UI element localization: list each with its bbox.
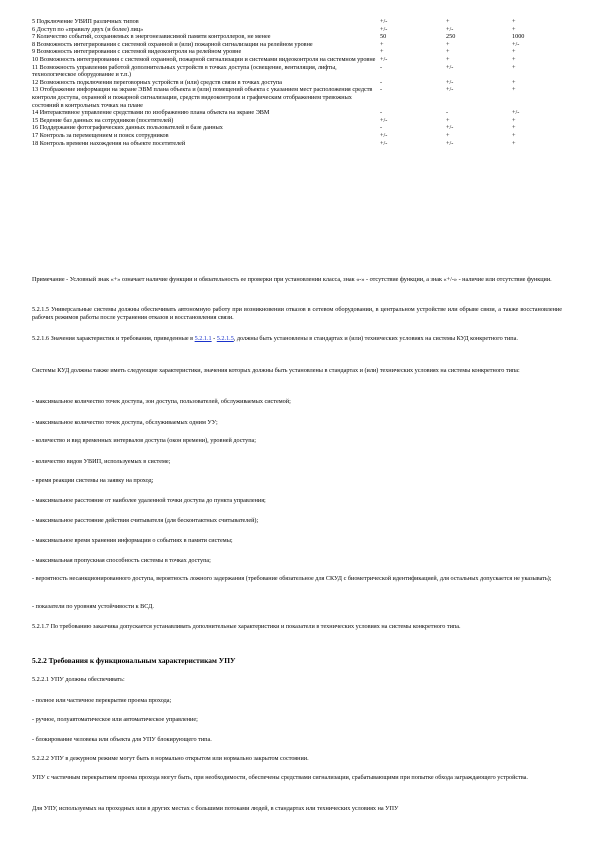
table-row — [32, 117, 572, 125]
class-3-cell: + — [512, 86, 516, 94]
class-1-cell: +/- — [380, 25, 388, 33]
class-1-cell: +/- — [380, 139, 388, 147]
class-1-cell: - — [380, 63, 383, 71]
table-row — [32, 41, 572, 49]
paragraph-partial-overlap: УПУ с частичным перекрытием проема прохода могут быть, при необходимости, обеспечены средствами сигнализации, срабатывающими при попытке обхода заграждающего устройства. — [32, 774, 528, 781]
bullet-item: - максимальное количество точек доступа, обслуживаемых одним УУ; — [32, 419, 218, 426]
section-heading: 5.2.2 Требования к функциональным характеристикам УПУ — [32, 656, 236, 665]
function-name-cell: 5 Подключение УВИП различных типов — [32, 18, 139, 25]
class-2-cell: +/- — [446, 139, 454, 147]
class-3-cell: + — [512, 63, 516, 71]
paragraph-5-2-2-2: 5.2.2.2 УПУ в дежурном режиме могут быть в нормально открытом или нормально закрытом состоянии. — [32, 755, 309, 762]
function-name-cell: 18 Контроль времени нахождения на объекте посетителей — [32, 139, 186, 147]
link-5-2-1-5[interactable]: 5.2.1.5 — [216, 335, 234, 342]
function-name-cell: 14 Интерактивное управление средствами по изображению плана объекта на экране ЭВМ — [32, 109, 270, 117]
paragraph-5-2-1-6 — [32, 335, 562, 343]
function-name-cell: 7 Количество событий, сохраняемых в энергонезависимой памяти контроллеров, не менее — [32, 33, 271, 41]
class-1-cell: +/- — [380, 55, 388, 63]
paragraph-text: 5.2.1.6 Значения характеристик и требования, приведенные в — [32, 335, 195, 342]
class-3-cell: + — [512, 25, 516, 33]
class-2-cell: +/- — [446, 63, 454, 71]
paragraph-characteristics-intro: Системы КУД должны также иметь следующие характеристики, значения которых должны быть установлены в стандартах и (или) технических условиях на системы конкретного типа: — [32, 367, 520, 374]
class-3-cell: + — [512, 124, 516, 132]
class-1-cell: + — [380, 48, 384, 56]
link-5-2-1-1[interactable]: 5.2.1.1 — [194, 335, 212, 342]
class-3-cell: + — [512, 55, 516, 63]
paragraph-checkpoints: Для УПУ, используемых на проходных или в других местах с большими потоками людей, в стандартах или технических условиях на УПУ — [32, 805, 399, 812]
table-row — [32, 132, 572, 140]
bullet-item: - максимальное количество точек доступа, зон доступа, пользователей, обслуживаемых системой; — [32, 398, 291, 405]
paragraph-text: , должны быть установлены в стандартах и (или) технических условиях на системы КУД конкретного типа. — [233, 335, 518, 342]
function-name-cell: 11 Возможность управления работой дополнительных устройств в точках доступа (освещение, вентиляция, лифты, технологическое оборудование и т.п.) — [32, 63, 337, 79]
bullet-item: - максимальная пропускная способность системы в точках доступа; — [32, 557, 211, 564]
class-3-cell: + — [512, 139, 516, 147]
class-2-cell: + — [446, 18, 450, 25]
function-name-cell: 13 Отображение информации на экране ЭВМ плана объекта и (или) помещений объекта с указанием мест расположения средств контроля доступа, охранной и пожарной сигнализации, средств видеоконтроля и графическим отображением тревожных состояний в контрольных точках на плане — [32, 86, 373, 109]
class-1-cell: 50 — [380, 33, 387, 41]
class-2-cell: - — [446, 109, 449, 117]
function-name-cell: 16 Поддержание фотографических данных пользователей в базе данных — [32, 124, 223, 132]
table-row — [32, 86, 572, 109]
function-class-table — [32, 18, 572, 147]
class-2-cell: +/- — [446, 86, 454, 94]
bullet-item: - максимальное время хранения информации о событиях в памяти системы; — [32, 537, 233, 544]
class-1-cell: - — [380, 124, 383, 132]
class-1-cell: + — [380, 40, 384, 48]
class-3-cell: +/- — [512, 109, 520, 117]
function-name-cell: 6 Доступ по «правилу двух (и более) лиц» — [32, 25, 144, 33]
class-3-cell: + — [512, 131, 516, 139]
table-row — [32, 56, 572, 64]
class-2-cell: +/- — [446, 78, 454, 86]
class-3-cell: + — [512, 48, 516, 56]
paragraph-5-2-1-5: 5.2.1.5 Универсальные системы должны обеспечивать автономную работу при возникновении отказов в сетевом оборудовании, в центральном устройстве или обрыве связи, а также восстановление рабочих режимов работы после устранения отказов и восстановления связи. — [32, 306, 562, 322]
function-name-cell: 12 Возможность подключения переговорных устройств и (или) средств связи в точках доступа — [32, 78, 283, 86]
class-3-cell: 1000 — [512, 33, 525, 41]
bullet-item: - количество и вид временных интервалов доступа (окон времени), уровней доступа; — [32, 437, 256, 444]
class-1-cell: +/- — [380, 131, 388, 139]
class-1-cell: - — [380, 109, 383, 117]
bullet-item: - вероятность несанкционированного доступа, вероятность ложного задержания (требование обязательное для СКУД с биометрической идентификацией, для остальных допускается не указывать); — [32, 575, 552, 582]
bullet-item: - количество видов УВИП, используемых в системе; — [32, 458, 171, 465]
table-row — [32, 48, 572, 56]
table-row — [32, 64, 572, 79]
class-3-cell: +/- — [512, 40, 520, 48]
bullet-item: - блокирование человека или объекта для УПУ блокирующего типа. — [32, 736, 212, 743]
table-row — [32, 124, 572, 132]
table-row — [32, 79, 572, 87]
function-name-cell: 10 Возможность интегрирования с системой охранной, пожарной сигнализации и системами видеоконтроля на системном уровне — [32, 55, 376, 63]
bullet-item: - максимальное расстояние действия считывателя (для бесконтактных считывателей); — [32, 517, 259, 524]
class-2-cell: +/- — [446, 124, 454, 132]
class-2-cell: +/- — [446, 25, 454, 33]
bullet-item: - полное или частичное перекрытие проема прохода; — [32, 697, 172, 704]
class-2-cell: + — [446, 131, 450, 139]
bullet-item: - максимальное расстояние от наиболее удаленной точки доступа до пункта управления; — [32, 497, 266, 504]
function-name-cell: 15 Ведение баз данных на сотрудников (посетителей) — [32, 116, 174, 124]
class-1-cell: +/- — [380, 116, 388, 124]
class-2-cell: 250 — [446, 33, 456, 41]
bullet-item: - ручное, полуавтоматическое или автоматическое управление; — [32, 716, 198, 723]
table-note: Примечание - Условный знак «+» означает наличие функции и обязательность ее проверки при установлении класса, знак «-» - отсутствие функции, а знак «+/-» - наличие или отсутствие функции. — [32, 276, 552, 283]
function-name-cell: 9 Возможность интегрирования с системой видеоконтроля на релейном уровне — [32, 48, 242, 56]
table-row — [32, 26, 572, 34]
table-row — [32, 109, 572, 117]
class-1-cell: - — [380, 78, 383, 86]
class-2-cell: + — [446, 40, 450, 48]
bullet-item: - время реакции системы на заявку на проход; — [32, 477, 154, 484]
class-1-cell: +/- — [380, 18, 388, 25]
bullet-item: - показатели по уровням устойчивости к ВСД. — [32, 603, 154, 610]
class-3-cell: + — [512, 116, 516, 124]
class-2-cell: + — [446, 55, 450, 63]
class-3-cell: + — [512, 18, 516, 25]
table-row — [32, 18, 572, 26]
function-name-cell: 17 Контроль за перемещением и поиск сотрудников — [32, 131, 169, 139]
paragraph-text: - — [211, 335, 217, 342]
paragraph-5-2-2-1: 5.2.2.1 УПУ должны обеспечивать: — [32, 676, 125, 683]
class-2-cell: + — [446, 116, 450, 124]
class-1-cell: - — [380, 86, 383, 94]
class-2-cell: + — [446, 48, 450, 56]
class-3-cell: + — [512, 78, 516, 86]
paragraph-5-2-1-7: 5.2.1.7 По требованию заказчика допускается устанавливать дополнительные характеристики и показатели в технических условиях на системы конкретного типа. — [32, 623, 461, 630]
table-row — [32, 33, 572, 41]
function-name-cell: 8 Возможность интегрирования с системой охранной и (или) пожарной сигнализации на релейном уровне — [32, 40, 313, 48]
table-row — [32, 140, 572, 148]
